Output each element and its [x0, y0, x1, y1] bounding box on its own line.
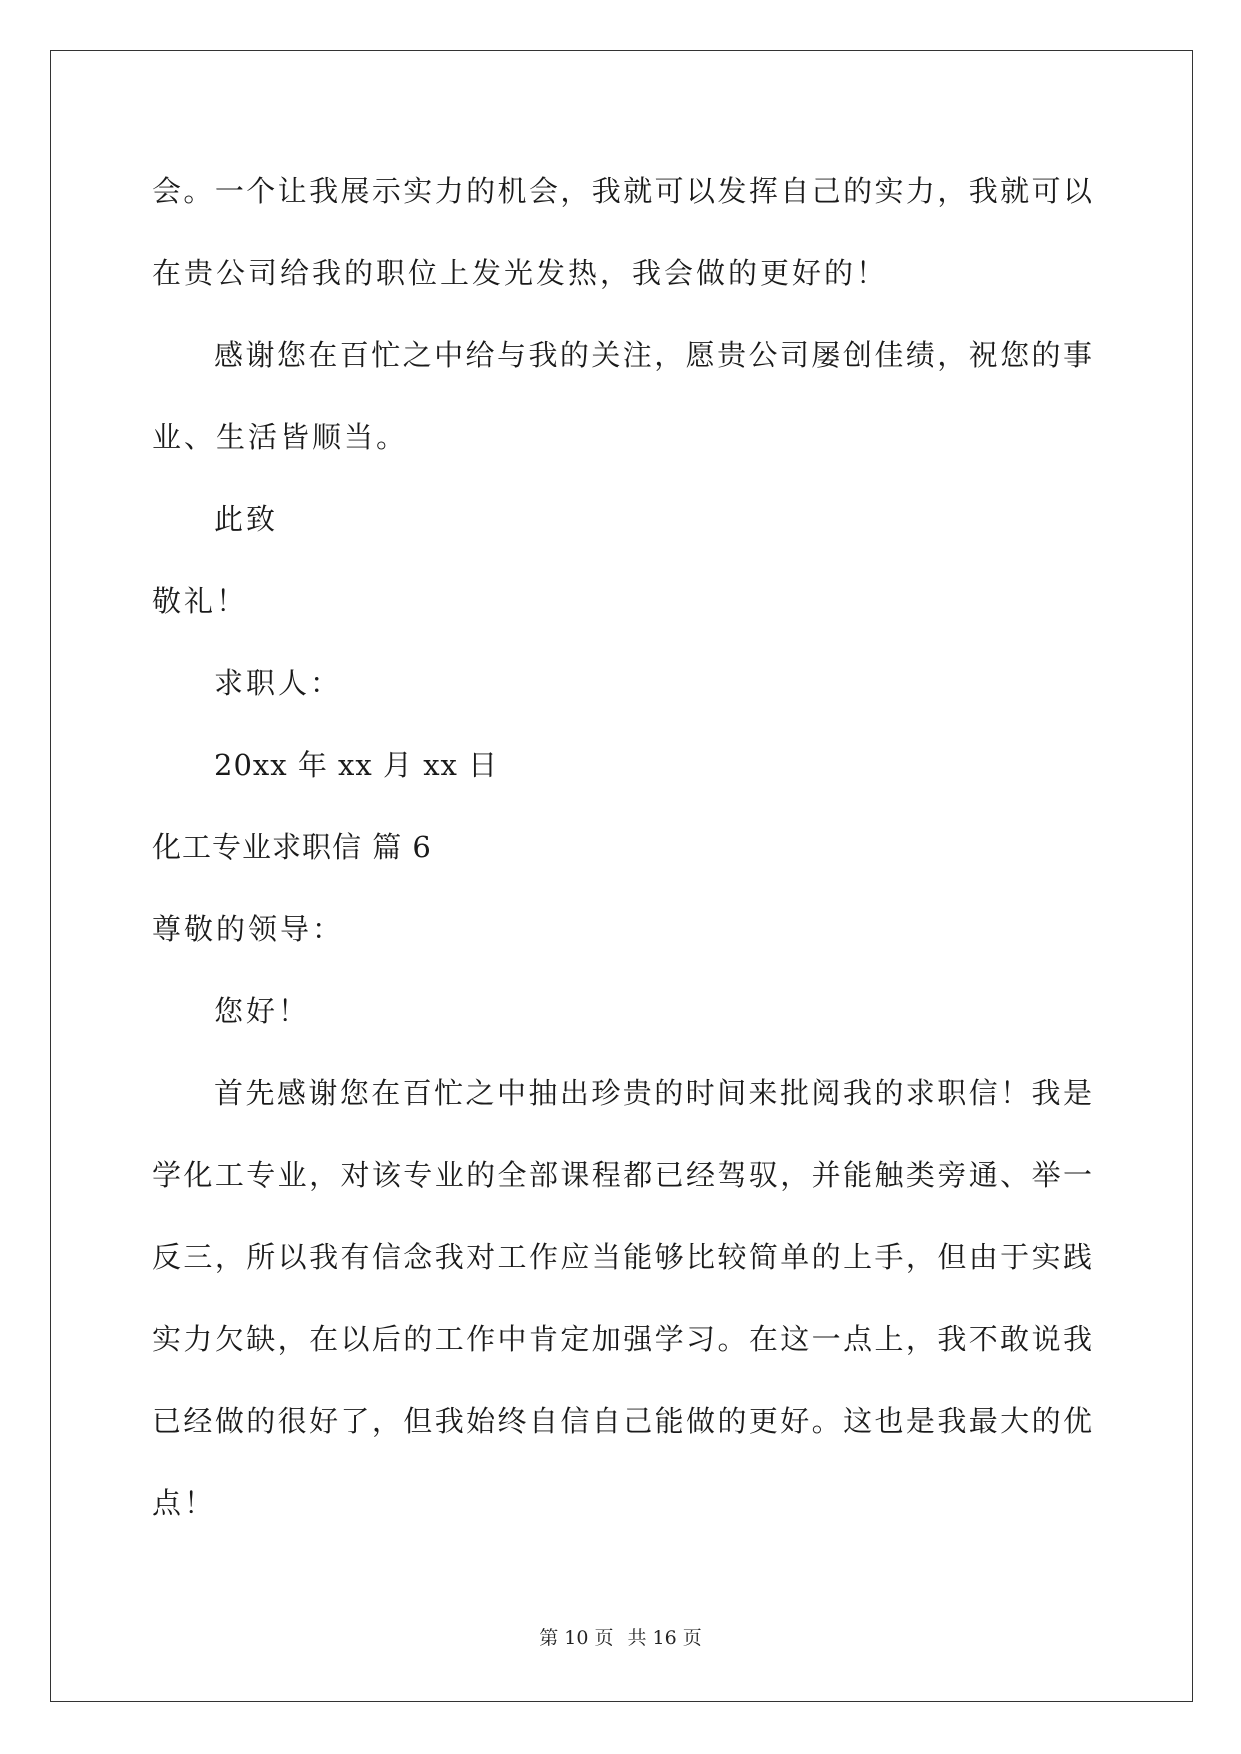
- page-number: 第 10 页: [539, 1627, 614, 1649]
- page-border: [50, 50, 1193, 1702]
- closing-regards: 敬礼！: [152, 584, 249, 618]
- applicant-label: 求职人：: [214, 666, 343, 700]
- body-line-1: 会。一个让我展示实力的机会，我就可以发挥自己的实力，我就可以: [152, 174, 1092, 208]
- hello-line: 您好！: [214, 994, 311, 1028]
- closing-salutation: 此致: [214, 502, 279, 536]
- body-line-13: 学化工专业，对该专业的全部课程都已经驾驭，并能触类旁通、举一: [152, 1158, 1092, 1192]
- section-heading: 化工专业求职信 篇 6: [152, 830, 432, 864]
- date-line: 20xx 年 xx 月 xx 日: [214, 748, 499, 782]
- body-line-12: 首先感谢您在百忙之中抽出珍贵的时间来批阅我的求职信！我是: [214, 1076, 1092, 1110]
- body-line-15: 实力欠缺，在以后的工作中肯定加强学习。在这一点上，我不敢说我: [152, 1322, 1092, 1356]
- page-footer: [0, 1627, 1241, 1649]
- greeting-line: 尊敬的领导：: [152, 912, 345, 946]
- body-line-17: 点！: [152, 1486, 217, 1520]
- body-line-14: 反三，所以我有信念我对工作应当能够比较简单的上手，但由于实践: [152, 1240, 1092, 1274]
- body-line-2: 在贵公司给我的职位上发光发热，我会做的更好的！: [152, 256, 889, 290]
- body-line-3: 感谢您在百忙之中给与我的关注，愿贵公司屡创佳绩，祝您的事: [214, 338, 1092, 372]
- body-line-4: 业、生活皆顺当。: [152, 420, 409, 454]
- page-total: 共 16 页: [627, 1627, 702, 1649]
- body-line-16: 已经做的很好了，但我始终自信自己能做的更好。这也是我最大的优: [152, 1404, 1092, 1438]
